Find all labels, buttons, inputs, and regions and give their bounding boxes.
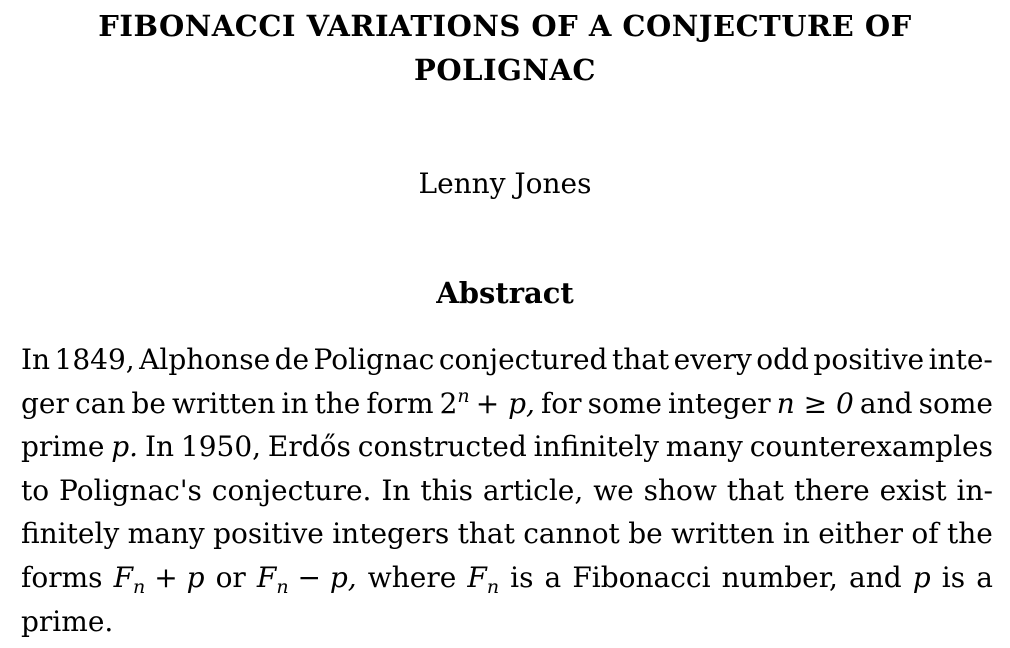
word: exist bbox=[879, 473, 947, 507]
word: integer bbox=[668, 386, 771, 420]
math-subscript: n bbox=[276, 575, 289, 598]
word: is bbox=[941, 560, 966, 594]
word: Polignac's bbox=[59, 473, 202, 507]
math-power-expression bbox=[440, 382, 470, 426]
math-f: F bbox=[467, 560, 487, 594]
word: Fibonacci bbox=[572, 560, 711, 594]
word: Alphonse bbox=[139, 343, 271, 376]
word: some bbox=[918, 386, 993, 420]
abstract-line-4 bbox=[21, 469, 993, 513]
word: counterexamples bbox=[749, 430, 993, 464]
word: conjectured bbox=[438, 343, 608, 376]
word: conjecture. bbox=[211, 473, 372, 507]
abstract-body bbox=[21, 338, 993, 643]
word: many bbox=[127, 517, 205, 551]
abstract-line-3 bbox=[21, 425, 993, 469]
word: a bbox=[976, 560, 993, 594]
word: the bbox=[946, 517, 993, 551]
paper-title: FIBONACCI VARIATIONS OF A CONJECTURE OF POLIGNAC bbox=[98, 9, 912, 87]
word: of bbox=[911, 517, 939, 551]
word: form bbox=[366, 386, 434, 420]
math-p: p bbox=[912, 560, 931, 594]
word: there bbox=[793, 473, 870, 507]
math-base: 2 bbox=[439, 386, 458, 420]
word: can bbox=[74, 386, 126, 420]
math-fibonacci bbox=[467, 556, 499, 600]
abstract-heading: Abstract bbox=[436, 276, 574, 310]
math-f: F bbox=[113, 560, 134, 594]
word: In bbox=[381, 473, 411, 507]
word: that bbox=[726, 473, 785, 507]
word: infinitely bbox=[533, 430, 659, 464]
word: ger bbox=[21, 386, 69, 420]
word: prime. bbox=[21, 604, 114, 638]
word: this bbox=[420, 473, 473, 507]
math-plus-p: + p, bbox=[475, 386, 535, 420]
word: cannot bbox=[523, 517, 620, 551]
word: inte- bbox=[928, 343, 993, 376]
word: In bbox=[144, 430, 175, 464]
word: Polignac bbox=[313, 343, 435, 376]
math-exponent: n bbox=[457, 384, 470, 407]
word: In bbox=[21, 343, 51, 376]
word: and bbox=[849, 560, 902, 594]
word: is bbox=[510, 560, 534, 594]
word: forms bbox=[21, 560, 103, 594]
word: that bbox=[457, 517, 515, 551]
word: finitely bbox=[21, 517, 120, 551]
word: written bbox=[671, 517, 775, 551]
author-name: Lenny Jones bbox=[418, 167, 592, 200]
abstract-line-6 bbox=[21, 556, 993, 600]
word: or bbox=[215, 560, 246, 594]
math-subscript: n bbox=[133, 575, 146, 598]
word: 1950, bbox=[180, 430, 262, 464]
word: in bbox=[281, 386, 309, 420]
word: we bbox=[593, 473, 634, 507]
word: written bbox=[171, 386, 276, 420]
word: prime bbox=[21, 430, 105, 464]
word: Erdős bbox=[267, 430, 351, 464]
word: show bbox=[643, 473, 717, 507]
abstract-line-2 bbox=[21, 382, 993, 426]
word: positive bbox=[813, 343, 925, 376]
math-fibonacci-minus-p bbox=[257, 556, 357, 600]
word: that bbox=[611, 343, 670, 376]
word: in bbox=[782, 517, 810, 551]
word: be bbox=[628, 517, 663, 551]
abstract-line-5 bbox=[21, 512, 993, 556]
word: constructed bbox=[357, 430, 527, 464]
word: every bbox=[673, 343, 752, 376]
word: in- bbox=[956, 473, 993, 507]
math-p: p. bbox=[111, 430, 139, 464]
word: article, bbox=[482, 473, 584, 507]
math-fibonacci-plus-p bbox=[114, 556, 205, 600]
math-expr: + p bbox=[154, 560, 205, 594]
word: many bbox=[665, 430, 743, 464]
word: either bbox=[818, 517, 903, 551]
math-condition: n ≥ 0 bbox=[776, 386, 854, 420]
word: be bbox=[131, 386, 166, 420]
word: a bbox=[544, 560, 562, 594]
word: integers bbox=[332, 517, 450, 551]
word: odd bbox=[756, 343, 809, 376]
word: where bbox=[367, 560, 457, 594]
word: some bbox=[587, 386, 662, 420]
word: and bbox=[859, 386, 913, 420]
math-expr: − p, bbox=[297, 560, 357, 594]
word: number, bbox=[721, 560, 838, 594]
word: for bbox=[540, 386, 582, 420]
math-subscript: n bbox=[486, 575, 500, 598]
word: positive bbox=[213, 517, 324, 551]
word: 1849, bbox=[54, 343, 135, 376]
word: to bbox=[21, 473, 50, 507]
abstract-line-7 bbox=[21, 600, 993, 644]
word: the bbox=[314, 386, 361, 420]
math-f: F bbox=[256, 560, 277, 594]
word: de bbox=[274, 343, 310, 376]
abstract-line-1 bbox=[21, 338, 993, 382]
